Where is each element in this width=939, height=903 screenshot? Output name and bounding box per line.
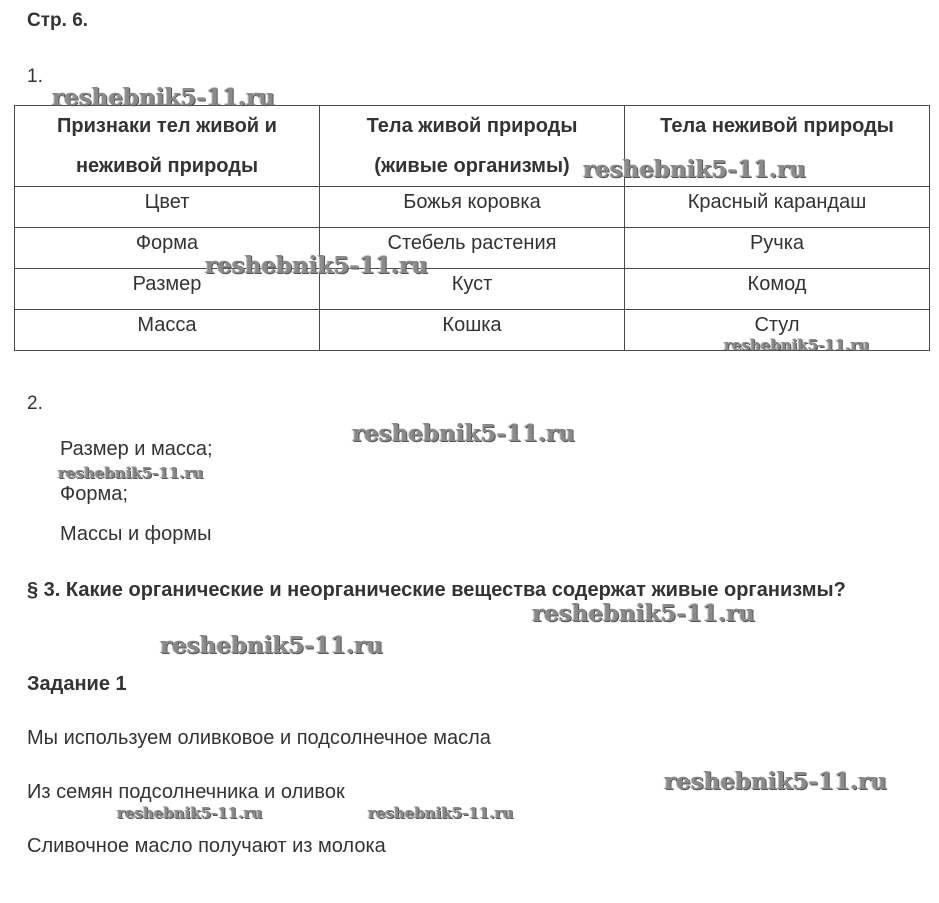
cell-feature: Цвет xyxy=(15,187,320,228)
features-table xyxy=(14,105,930,351)
header-features-line1: Признаки тел живой и xyxy=(57,115,277,137)
header-nonliving xyxy=(625,106,930,187)
cell-living: Стебель растения xyxy=(320,228,625,269)
cell-feature: Форма xyxy=(15,228,320,269)
watermark: reshebnik5-11.ru xyxy=(532,600,755,627)
task-2-answer: Массы и формы xyxy=(60,523,212,545)
section-heading: § 3. Какие органические и неорганические вещества содержат живые организмы? xyxy=(27,579,846,601)
header-nonliving-line1: Тела неживой природы xyxy=(660,115,894,137)
task-2-answer: Форма; xyxy=(60,483,128,505)
cell-living: Кошка xyxy=(320,310,625,351)
watermark: reshebnik5-11.ru xyxy=(52,84,275,111)
header-features-line2: неживой природы xyxy=(75,155,259,177)
task-heading: Задание 1 xyxy=(27,673,127,695)
watermark: reshebnik5-11.ru xyxy=(160,632,383,659)
header-living-line2: (живые организмы) xyxy=(374,155,570,177)
task-1-number: 1. xyxy=(27,66,43,87)
cell-feature: Масса xyxy=(15,310,320,351)
table-row xyxy=(15,187,930,228)
header-features xyxy=(15,106,320,187)
cell-feature: Размер xyxy=(15,269,320,310)
watermark: reshebnik5-11.ru xyxy=(583,156,806,183)
table-row xyxy=(15,269,930,310)
watermark: reshebnik5-11.ru xyxy=(205,252,428,279)
answer-line: Сливочное масло получают из молока xyxy=(27,835,386,857)
header-living-line1: Тела живой природы xyxy=(366,115,578,137)
answer-line: Мы используем оливковое и подсолнечное масла xyxy=(27,727,491,749)
table-header-row xyxy=(15,106,930,187)
table-row xyxy=(15,228,930,269)
cell-nonliving: Комод xyxy=(625,269,930,310)
page-title: Стр. 6. xyxy=(27,10,89,31)
cell-nonliving: Ручка xyxy=(625,228,930,269)
table-row xyxy=(15,310,930,351)
task-2-number: 2. xyxy=(27,393,43,414)
watermark: reshebnik5-11.ru xyxy=(58,464,204,482)
cell-nonliving: Красный карандаш xyxy=(625,187,930,228)
header-living xyxy=(320,106,625,187)
answer-line: Из семян подсолнечника и оливок xyxy=(27,781,345,803)
watermark: reshebnik5-11.ru xyxy=(368,804,514,822)
cell-nonliving: Стул xyxy=(625,310,930,351)
cell-living: Куст xyxy=(320,269,625,310)
watermark: reshebnik5-11.ru xyxy=(664,768,887,795)
watermark: reshebnik5-11.ru xyxy=(724,336,870,354)
watermark: reshebnik5-11.ru xyxy=(117,804,263,822)
task-2-answer: Размер и масса; xyxy=(60,438,213,460)
cell-living: Божья коровка xyxy=(320,187,625,228)
watermark: reshebnik5-11.ru xyxy=(352,420,575,447)
